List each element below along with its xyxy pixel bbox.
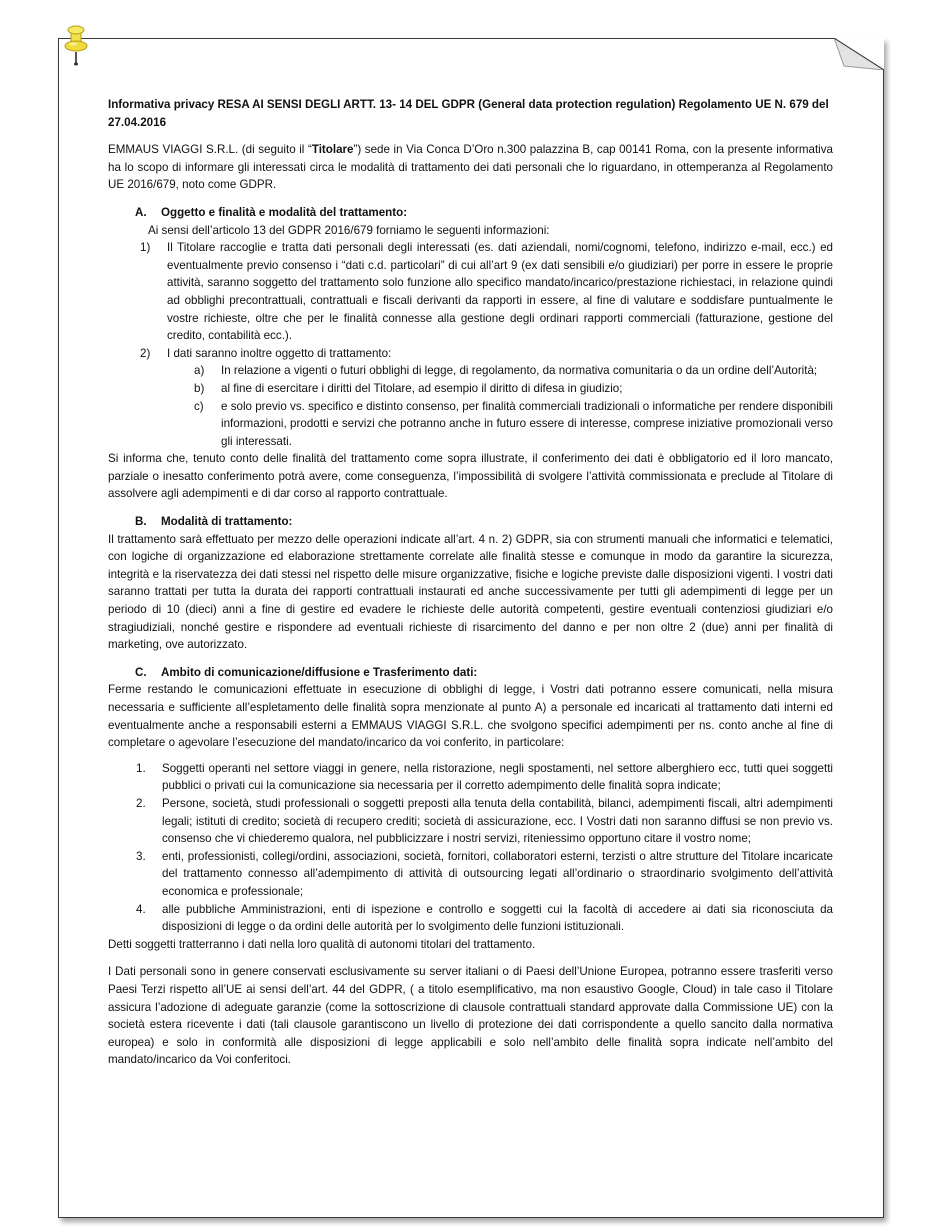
sublist-item (108, 362, 833, 380)
document-page (58, 38, 884, 1218)
section-b-heading (108, 513, 833, 531)
list-item (108, 901, 833, 936)
section-b-letter: B. (135, 515, 147, 529)
intro-text-start: EMMAUS VIAGGI S.R.L. (di seguito il “ (108, 143, 312, 157)
intro-paragraph (108, 141, 833, 194)
list-item-number: 3. (136, 849, 146, 863)
section-c-list (108, 760, 833, 936)
section-c-body: Ferme restando le comunicazioni effettuate in esecuzione di obblighi di legge, i Vostri dati potranno essere comunicati, nella misura necessaria e sufficiente all’espletamento delle finalità sopra menzionate al punto A) a personale ed incaricati al trattamento dati interni ed eventualmente anche a responsabili esterni a EMMAUS VIAGGI S.R.L. che svolgono specifici adempimenti per ns. conto anche al fine di completare o agevolare l’esecuzione del mandato/incarico da voi conferito, in particolare: (108, 683, 833, 750)
list-item-text: Soggetti operanti nel settore viaggi in genere, nella ristorazione, negli spostamenti, nel settore alberghiero ecc, tutti quei soggetti pubblici o privati cui la comunicazione sia necessaria per il corretto adempimento delle finalità sopra indicate; (162, 761, 833, 793)
list-item-number: 1. (136, 761, 146, 775)
section-a-title: Oggetto e finalità e modalità del trattamento: (161, 205, 408, 219)
section-b-body: Il trattamento sarà effettuato per mezzo delle operazioni indicate all’art. 4 n. 2) GDPR, sia con strumenti manuali che informatici e telematici, con logiche di organizzazione ed elaborazione strettamente correlate alle finalità stesse e comunque in modo da garantire la sicurezza, integrità e la riservatezza dei dati stessi nel rispetto delle misure organizzative, fisiche e logiche previste dalle disposizioni vigenti. I vostri dati saranno trattati per tutta la durata dei rapporti contrattuali instaurati ed anche successivamente per tutti gli adempimenti di legge per un periodo di 10 (dieci) anni a fine di gestire ed evadere le richieste delle autorità competenti, gestire eventuali contenziosi giudiziari e/o stragiudiziali, nonché gestire e rispondere ad eventuali richieste di risarcimento del danno e per non oltre 2 (due) anni per finalità di marketing, ove autorizzato. (108, 532, 833, 652)
list-item (108, 848, 833, 901)
list-item-text: enti, professionisti, collegi/ordini, associazioni, società, fornitori, collaboratori esterni, terzisti o altre strutture del Titolare incaricate del trattamento connesso all’adempimento di attività di outsourcing legati all’ordinario o straordinario svolgimento dell’attività economica e professionale; (162, 849, 833, 898)
section-a-closing: Si informa che, tenuto conto delle finalità del trattamento come sopra illustrate, il conferimento dei dati è obbligatorio ed il loro mancato, parziale o inesatto conferimento potrà avere, come conseguenza, l’impossibilità di svolgere l’attività commissionata e preclude al Titolare di assolvere agli adempimenti e di dar corso al rapporto contrattuale. (108, 452, 833, 501)
sublist-item-letter: b) (194, 381, 205, 395)
document-title: Informativa privacy RESA AI SENSI DEGLI ARTT. 13- 14 DEL GDPR (General data protection regulation) Regolamento UE N. 679 del 27.04.2016 (108, 98, 829, 129)
section-a-sublist (108, 362, 833, 450)
sublist-item (108, 398, 833, 451)
list-item-text: Il Titolare raccoglie e tratta dati personali degli interessati (es. dati aziendali, nomi/cognomi, telefono, indirizzo e-mail, ecc.) ed eventualmente previo consenso i “dati c.d. particolari” di cui all’art 9 (ex dati sensibili e/o giudiziari) per porre in essere le proprie attività, saranno soggetto del trattamento solo funzione allo specifico mandato/incarico/prestazione richiestaci, in relazione quindi ad obblighi precontrattuali, contrattuali e fiscali derivanti da rapporti in essere, al fine di valutare e soddisfare puntualmente le vostre richieste, oltre che per le finalità connesse alla gestione degli ordinari rapporti commerciali (fatturazione, gestione del credito, contabilità ecc.). (167, 241, 833, 343)
sublist-item-text: In relazione a vigenti o futuri obblighi di legge, di regolamento, da normativa comunitaria o da un ordine dell’Autorità; (221, 364, 818, 378)
section-c-heading (108, 664, 833, 682)
sublist-item-text: al fine di esercitare i diritti del Titolare, ad esempio il diritto di difesa in giudizio; (221, 381, 623, 395)
list-item-text: Persone, società, studi professionali o soggetti preposti alla tenuta della contabilità, bilanci, adempimenti fiscali, altri adempimenti legali; istituti di credito; società di recupero crediti; società di assicurazione, ecc. I Vostri dati non saranno diffusi se non previo vs. consenso che vi chiederemo qualora, nel pubblicizzare i nostri servizi, riteniessimo opportuno citare il vostro nome; (162, 796, 833, 846)
sublist-item-letter: c) (194, 399, 204, 413)
list-item (108, 345, 833, 363)
list-item-number: 1) (140, 241, 151, 255)
intro-bold-term: Titolare (311, 143, 354, 157)
section-b-title: Modalità di trattamento: (161, 515, 293, 529)
list-item-text: I dati saranno inoltre oggetto di trattamento: (167, 346, 392, 360)
document-content (108, 96, 833, 1069)
list-item-number: 2. (136, 796, 146, 810)
section-c-title: Ambito di comunicazione/diffusione e Trasferimento dati: (161, 665, 478, 679)
sublist-item (108, 380, 833, 398)
section-a-list (108, 239, 833, 362)
list-item (108, 795, 833, 848)
section-a-subheading: Ai sensi dell’articolo 13 del GDPR 2016/679 forniamo le seguenti informazioni: (148, 223, 550, 237)
list-item (108, 239, 833, 345)
section-a-heading (108, 204, 833, 222)
push-pin-icon (62, 24, 90, 66)
section-c-after-list: Detti soggetti tratterranno i dati nella loro qualità di autonomi titolari del trattamento. (108, 937, 536, 951)
list-item-text: alle pubbliche Amministrazioni, enti di ispezione e controllo e soggetti cui la facoltà di accedere ai dati sia riconosciuta da disposizioni di legge o da ordini delle autorità per lo svolgimento delle funzioni istituzionali. (162, 902, 833, 934)
list-item-number: 4. (136, 902, 146, 916)
transfer-paragraph: I Dati personali sono in genere conservati esclusivamente su server italiani o di Paesi dell’Unione Europea, potranno essere trasferiti verso Paesi Terzi rispetto all’UE ai sensi dell’art. 44 del GDPR, ( a titolo esemplificativo, ma non esaustivo Google, Cloud) in tale caso il Titolare assicura l’adozione di adeguate garanzie (come la sottoscrizione di clausole contrattuali standard approvate dalla Commissione UE) con la società estera ricevente i dati (tali clausole garantiscono un livello di protezione dei dati corrispondente a quello sancito dalla normativa europea) e solo in conformità alle disposizioni di legge applicabili e solo nell’ambito delle finalità sopra indicate nell’ambito del mandato/incarico da Voi conferitoci. (108, 965, 833, 1067)
section-a-letter: A. (135, 205, 147, 219)
list-item-number: 2) (140, 346, 151, 360)
page-curl-icon (834, 38, 884, 70)
list-item (108, 760, 833, 795)
section-c-letter: C. (135, 665, 147, 679)
intro-text-end: ”) sede in Via Conca D’Oro n.300 palazzina B, cap 00141 Roma, con la presente informativa ha lo scopo di informare gli interessati circa le modalità di trattamento dei dati personali che lo riguardano, in ottemperanza al Regolamento UE 2016/679, noto come GDPR. (108, 143, 833, 192)
sublist-item-letter: a) (194, 364, 205, 378)
sublist-item-text: e solo previo vs. specifico e distinto consenso, per finalità commerciali tradizionali o informatiche per rendere disponibili informazioni, prodotti e servizi che potranno anche in futuro essere di interesse, comprese iniziative promozionali verso gli interessati. (221, 399, 833, 448)
